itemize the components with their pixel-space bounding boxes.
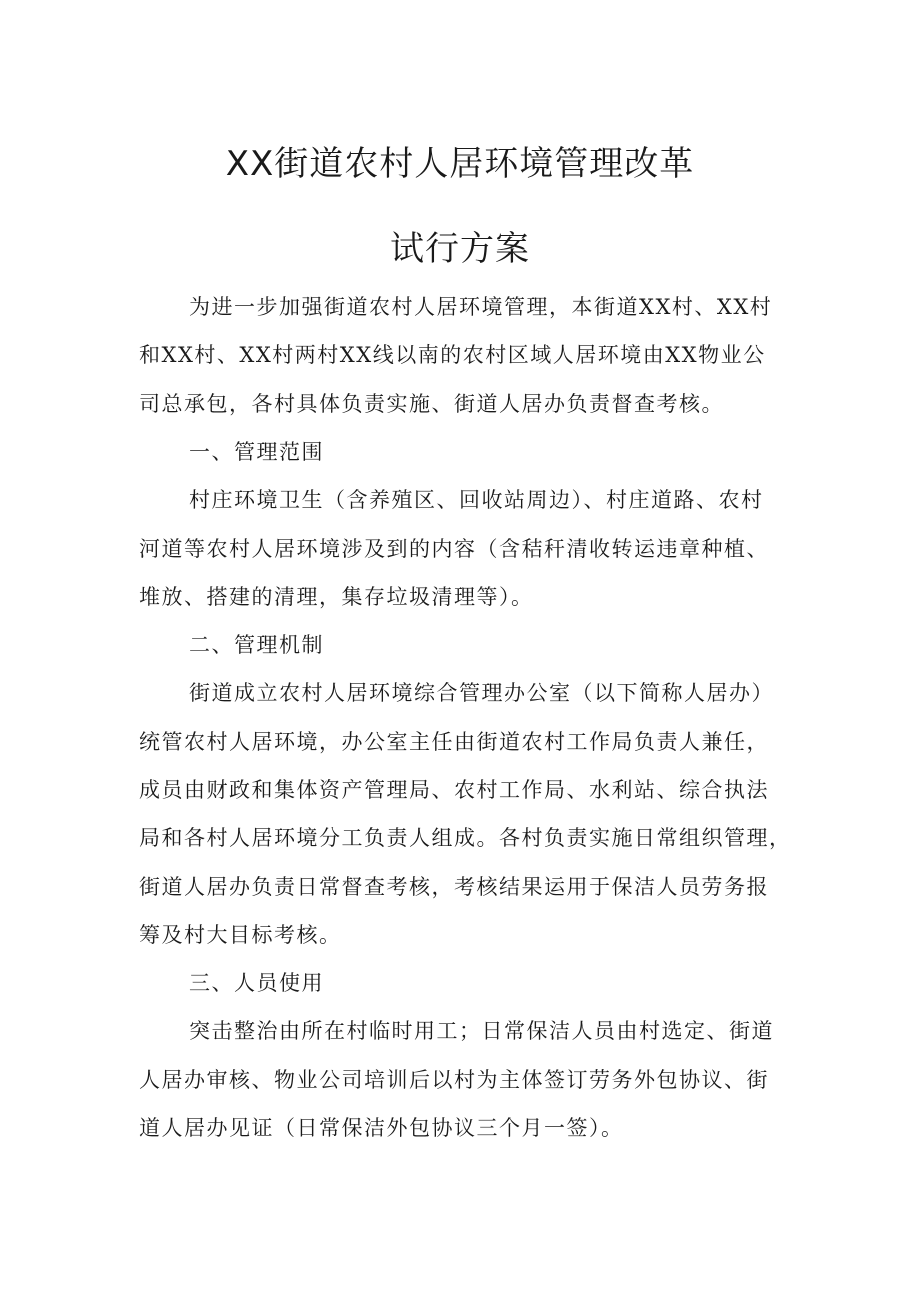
intro-line-3: 司总承包，各村具体负责实施、街道人居办负责督查考核。 bbox=[139, 392, 724, 416]
mechanism-line-5: 街道人居办负责日常督查考核，考核结果运用于保洁人员劳务报 bbox=[139, 875, 769, 899]
intro-line-2: 和XX村、XX村两村XX线以南的农村区域人居环境由XX物业公 bbox=[139, 343, 766, 367]
mechanism-line-3: 成员由财政和集体资产管理局、农村工作局、水利站、综合执法 bbox=[139, 778, 769, 802]
personnel-line-1: 突击整治由所在村临时用工；日常保洁人员由村选定、街道 bbox=[189, 1019, 774, 1043]
mechanism-line-6: 筹及村大目标考核。 bbox=[139, 923, 342, 947]
scope-line-2: 河道等农村人居环境涉及到的内容（含秸秆清收转运违章种植、 bbox=[139, 537, 769, 561]
scope-line-3: 堆放、搭建的清理，集存垃圾清理等）。 bbox=[139, 585, 534, 609]
intro-line-1: 为进一步加强街道农村人居环境管理，本街道XX村、XX村 bbox=[189, 295, 773, 319]
personnel-line-2: 人居办审核、物业公司培训后以村为主体签订劳务外包协议、街 bbox=[139, 1068, 769, 1092]
personnel-line-3: 道人居办见证（日常保洁外包协议三个月一签）。 bbox=[139, 1116, 624, 1140]
scope-line-1: 村庄环境卫生（含养殖区、回收站周边）、村庄道路、农村 bbox=[189, 488, 764, 512]
document-title: XX街道农村人居环境管理改革 bbox=[225, 144, 695, 184]
document-subtitle: 试行方案 bbox=[390, 229, 530, 269]
mechanism-line-4: 局和各村人居环境分工负责人组成。各村负责实施日常组织管理， bbox=[139, 826, 792, 850]
section-heading-mechanism: 二、管理机制 bbox=[189, 633, 324, 657]
mechanism-line-1: 街道成立农村人居环境综合管理办公室（以下简称人居办） bbox=[189, 681, 774, 705]
section-heading-scope: 一、管理范围 bbox=[189, 440, 324, 464]
mechanism-line-2: 统管农村人居环境，办公室主任由街道农村工作局负责人兼任， bbox=[139, 730, 769, 754]
section-heading-personnel: 三、人员使用 bbox=[189, 971, 324, 995]
